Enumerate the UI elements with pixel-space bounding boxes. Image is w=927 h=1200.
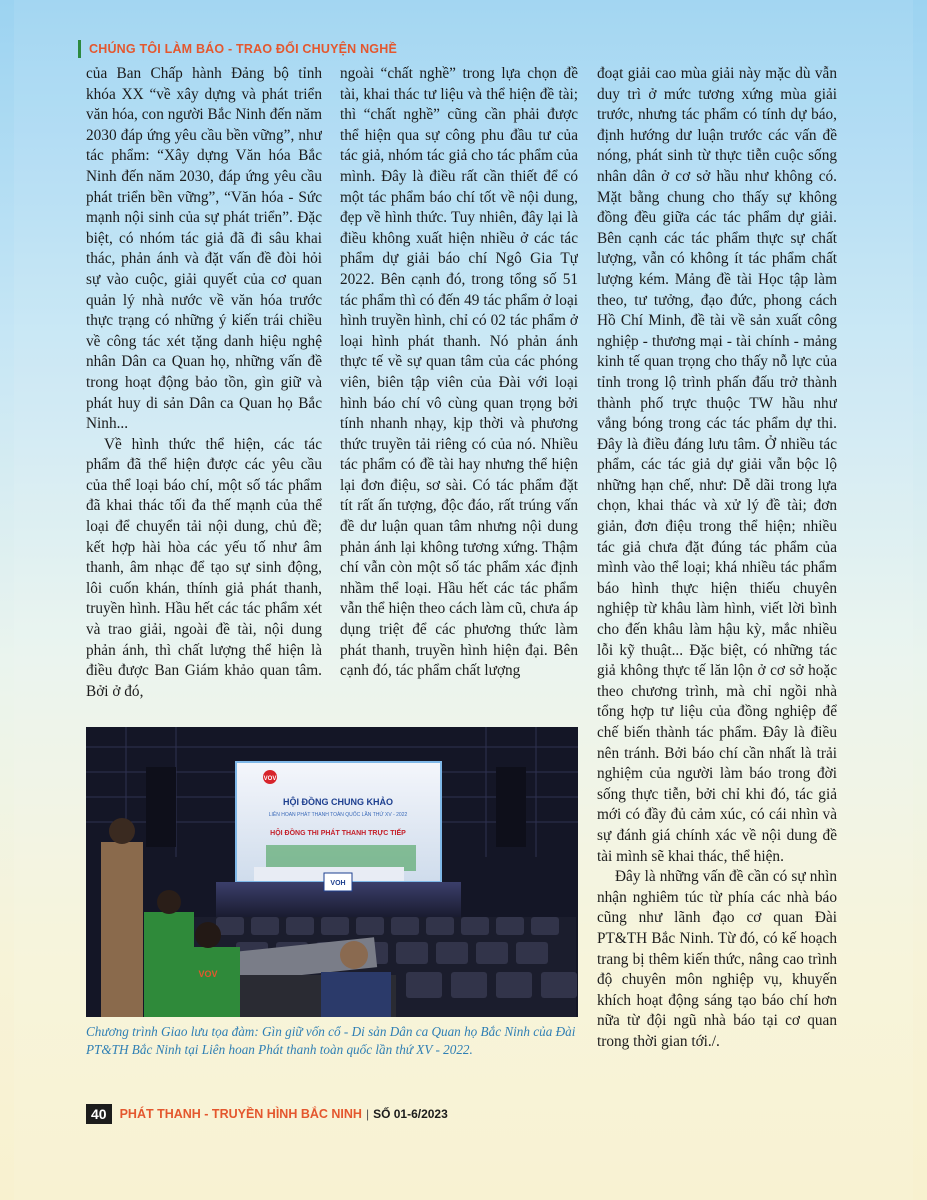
article-column-2 bbox=[340, 64, 578, 704]
svg-text:VOV: VOV bbox=[198, 969, 218, 979]
svg-text:HỘI ĐỒNG THI PHÁT THANH TRỰC T: HỘI ĐỒNG THI PHÁT THANH TRỰC TIẾP bbox=[270, 830, 406, 837]
paragraph: Đây là những vấn đề cần có sự nhìn nhận nghiêm túc từ phía các nhà báo cũng như lãnh đạo cơ quan Đài PT&TH Bắc Ninh. Từ đó, có kế hoạch trang bị thêm kiến thức, nâng cao trình độ chuyên môn nghiệp vụ, khuyến khích hoạt động sáng tạo báo chí hơn nữa từ đội ngũ nhà báo tại cơ quan trong thời gian tới./. bbox=[597, 868, 837, 1050]
paragraph: đoạt giải cao mùa giải này mặc dù vẫn duy trì ở mức tương xứng mùa giải trước, nhưng tác phẩm có tính dự báo, định hướng dư luận trước các vấn đề nóng, phát sinh từ thực tiễn cuộc sống nhân dân ở cơ sở hầu như không có. Mặt bằng chung cho thấy sự không đồng đều giữa các tác phẩm dự giải. Bên cạnh các tác phẩm thực sự chất lượng, vẫn có không ít tác phẩm chất lượng kém. Mảng đề tài Học tập làm theo, tư tưởng, đạo đức, phong cách Hồ Chí Minh, đề tài về sản xuất công nghiệp - thương mại - tài chính - mảng kinh tế quan trọng cho thấy nỗ lực của tỉnh trong lộ trình phấn đấu trở thành thành phố trực thuộc TW hầu như vắng bóng trong các tác phẩm dự thi. Đây là điều đáng lưu tâm. Ở nhiều tác phẩm, các tác giả dự giải vẫn bộc lộ những hạn chế, như: Dễ dãi trong lựa chọn, khai thác và xử lý đề tài; đơn giản, đơn điệu trong thể hiện; nhiều tác giả chưa đặt đúng tác phẩm của mình vào thể loại; khá nhiều tác phẩm báo hình thực hiện thiếu chuyên nghiệp từ khâu làm hình, viết lời bình cho đến khâu làm hậu kỳ, mắc nhiều lỗi kỹ thuật... Đặc biệt, có những tác giả không thực tế lăn lộn ở cơ sở hoặc theo chương trình, mà chỉ ngồi nhà tổng hợp tư liệu của đồng nghiệp để chế biến thành tác phẩm. Đây là điều nên tránh. Bởi báo chí cần nhất là trải nghiệm của người làm báo trong đời sống thực tiễn, bởi chỉ khi đó, tác giả mới có đầy đủ cảm xúc, có cái nhìn và sự đánh giá chính xác về nội dung đề tài mình sẽ khai thác, thể hiện. bbox=[597, 65, 837, 865]
paragraph: Về hình thức thể hiện, các tác phẩm đã thể hiện được các yêu cầu của thể loại báo chí, một số tác phẩm đã khai thác tối đa thế mạnh của thể loại để chuyển tải nội dung, chủ đề; kết hợp hài hòa các yếu tố như âm thanh, âm nhạc để tạo sự sinh động, lôi cuốn khán, thính giả phát thanh, truyền hình. Hầu hết các tác phẩm xét và trao giải, ngoài đề tài, nội dung phản ánh, thì chất lượng thể hiện là điều được Ban Giám khảo quan tâm. Bởi ở đó, bbox=[86, 435, 322, 700]
issue-number: SỐ 01-6/2023 bbox=[373, 1107, 448, 1121]
footer-separator: | bbox=[365, 1107, 370, 1121]
section-accent-bar bbox=[78, 40, 81, 58]
paragraph: ngoài “chất nghề” trong lựa chọn đề tài, khai thác tư liệu và thể hiện đề tài; thì “chất nghề” cũng cần phải được thể hiện qua sự công phu đầu tư của tác giả, nhóm tác giả cho tác phẩm của mình. Đây là điều rất cần thiết để có một tác phẩm báo chí tốt về nội dung, đẹp về hình thức. Tuy nhiên, đây lại là điều không xuất hiện nhiều ở các tác phẩm dự giải báo chí Ngô Gia Tự 2022. Bên cạnh đó, trong tổng số 51 tác phẩm thì có đến 49 tác phẩm ở loại hình truyền hình, chỉ có 02 tác phẩm ở loại hình phát thanh. Nó phản ánh thực tế về sự quan tâm của các phóng viên, biên tập viên của Đài với loại hình báo chí vô cùng quan trọng bởi tính nhanh nhạy, kịp thời và phương thức truyền tải riêng có của nó. Nhiều tác phẩm có đề tài hay nhưng thể hiện lại đơn điệu, sơ sài. Có tác phẩm đặt tít rất ấn tượng, độc đáo, rất trúng vấn đề dư luận quan tâm nhưng nội dung phản ánh lại không tương xứng. Thậm chí vẫn còn một số tác phẩm xác định nhầm thể loại. Hầu hết các tác phẩm vẫn thể hiện theo cách làm cũ, chưa áp dụng triệt để các phương thức làm phát thanh, truyền hình hiện đại. Bên cạnh đó, tác phẩm chất lượng bbox=[340, 65, 578, 680]
article-photo bbox=[86, 727, 578, 1017]
section-header bbox=[78, 38, 397, 60]
article-column-1 bbox=[86, 64, 322, 704]
section-title: CHÚNG TÔI LÀM BÁO - TRAO ĐỔI CHUYỆN NGHỀ bbox=[89, 42, 397, 56]
photo-caption: Chương trình Giao lưu tọa đàm: Gìn giữ vốn cổ - Di sản Dân ca Quan họ Bắc Ninh của Đài PT&TH Bắc Ninh tại Liên hoan Phát thanh toàn quốc lần thứ XV - 2022. bbox=[86, 1024, 576, 1057]
paragraph: của Ban Chấp hành Đảng bộ tỉnh khóa XX “về xây dựng và phát triển văn hóa, con người Bắc Ninh đến năm 2030 đáp ứng yêu cầu bền vững”, như tác phẩm: “Xây dựng Văn hóa Bắc Ninh đến năm 2030, đáp ứng yêu cầu phát triển bền vững”, “Văn hóa - Sức mạnh nội sinh của sự phát triển”. Đặc biệt, có nhóm tác giả đã đi sâu khai thác, phản ánh và đặt vấn đề đòi hỏi sự vào cuộc, giải quyết của cơ quan quản lý nhà nước về văn hóa trước thực trạng có những ý kiến trái chiều về công tác xét tặng danh hiệu nghệ nhân Dân ca Quan họ, những vấn đề trong hoạt động bảo tồn, gìn giữ và phát huy di sản Dân ca Quan họ Bắc Ninh... bbox=[86, 65, 322, 433]
svg-text:HỘI ĐỒNG CHUNG KHẢO: HỘI ĐỒNG CHUNG KHẢO bbox=[283, 797, 393, 807]
svg-text:LIÊN HOAN PHÁT THANH TOÀN QUỐC: LIÊN HOAN PHÁT THANH TOÀN QUỐC LẦN THỨ XV - 2022 bbox=[268, 812, 408, 818]
svg-text:VOV: VOV bbox=[263, 776, 277, 782]
page-footer bbox=[86, 1104, 448, 1124]
magazine-name: PHÁT THANH - TRUYỀN HÌNH BẮC NINH bbox=[119, 1107, 362, 1121]
article-column-3 bbox=[597, 64, 837, 1104]
svg-text:VOH: VOH bbox=[330, 880, 346, 887]
page-number: 40 bbox=[86, 1104, 112, 1124]
